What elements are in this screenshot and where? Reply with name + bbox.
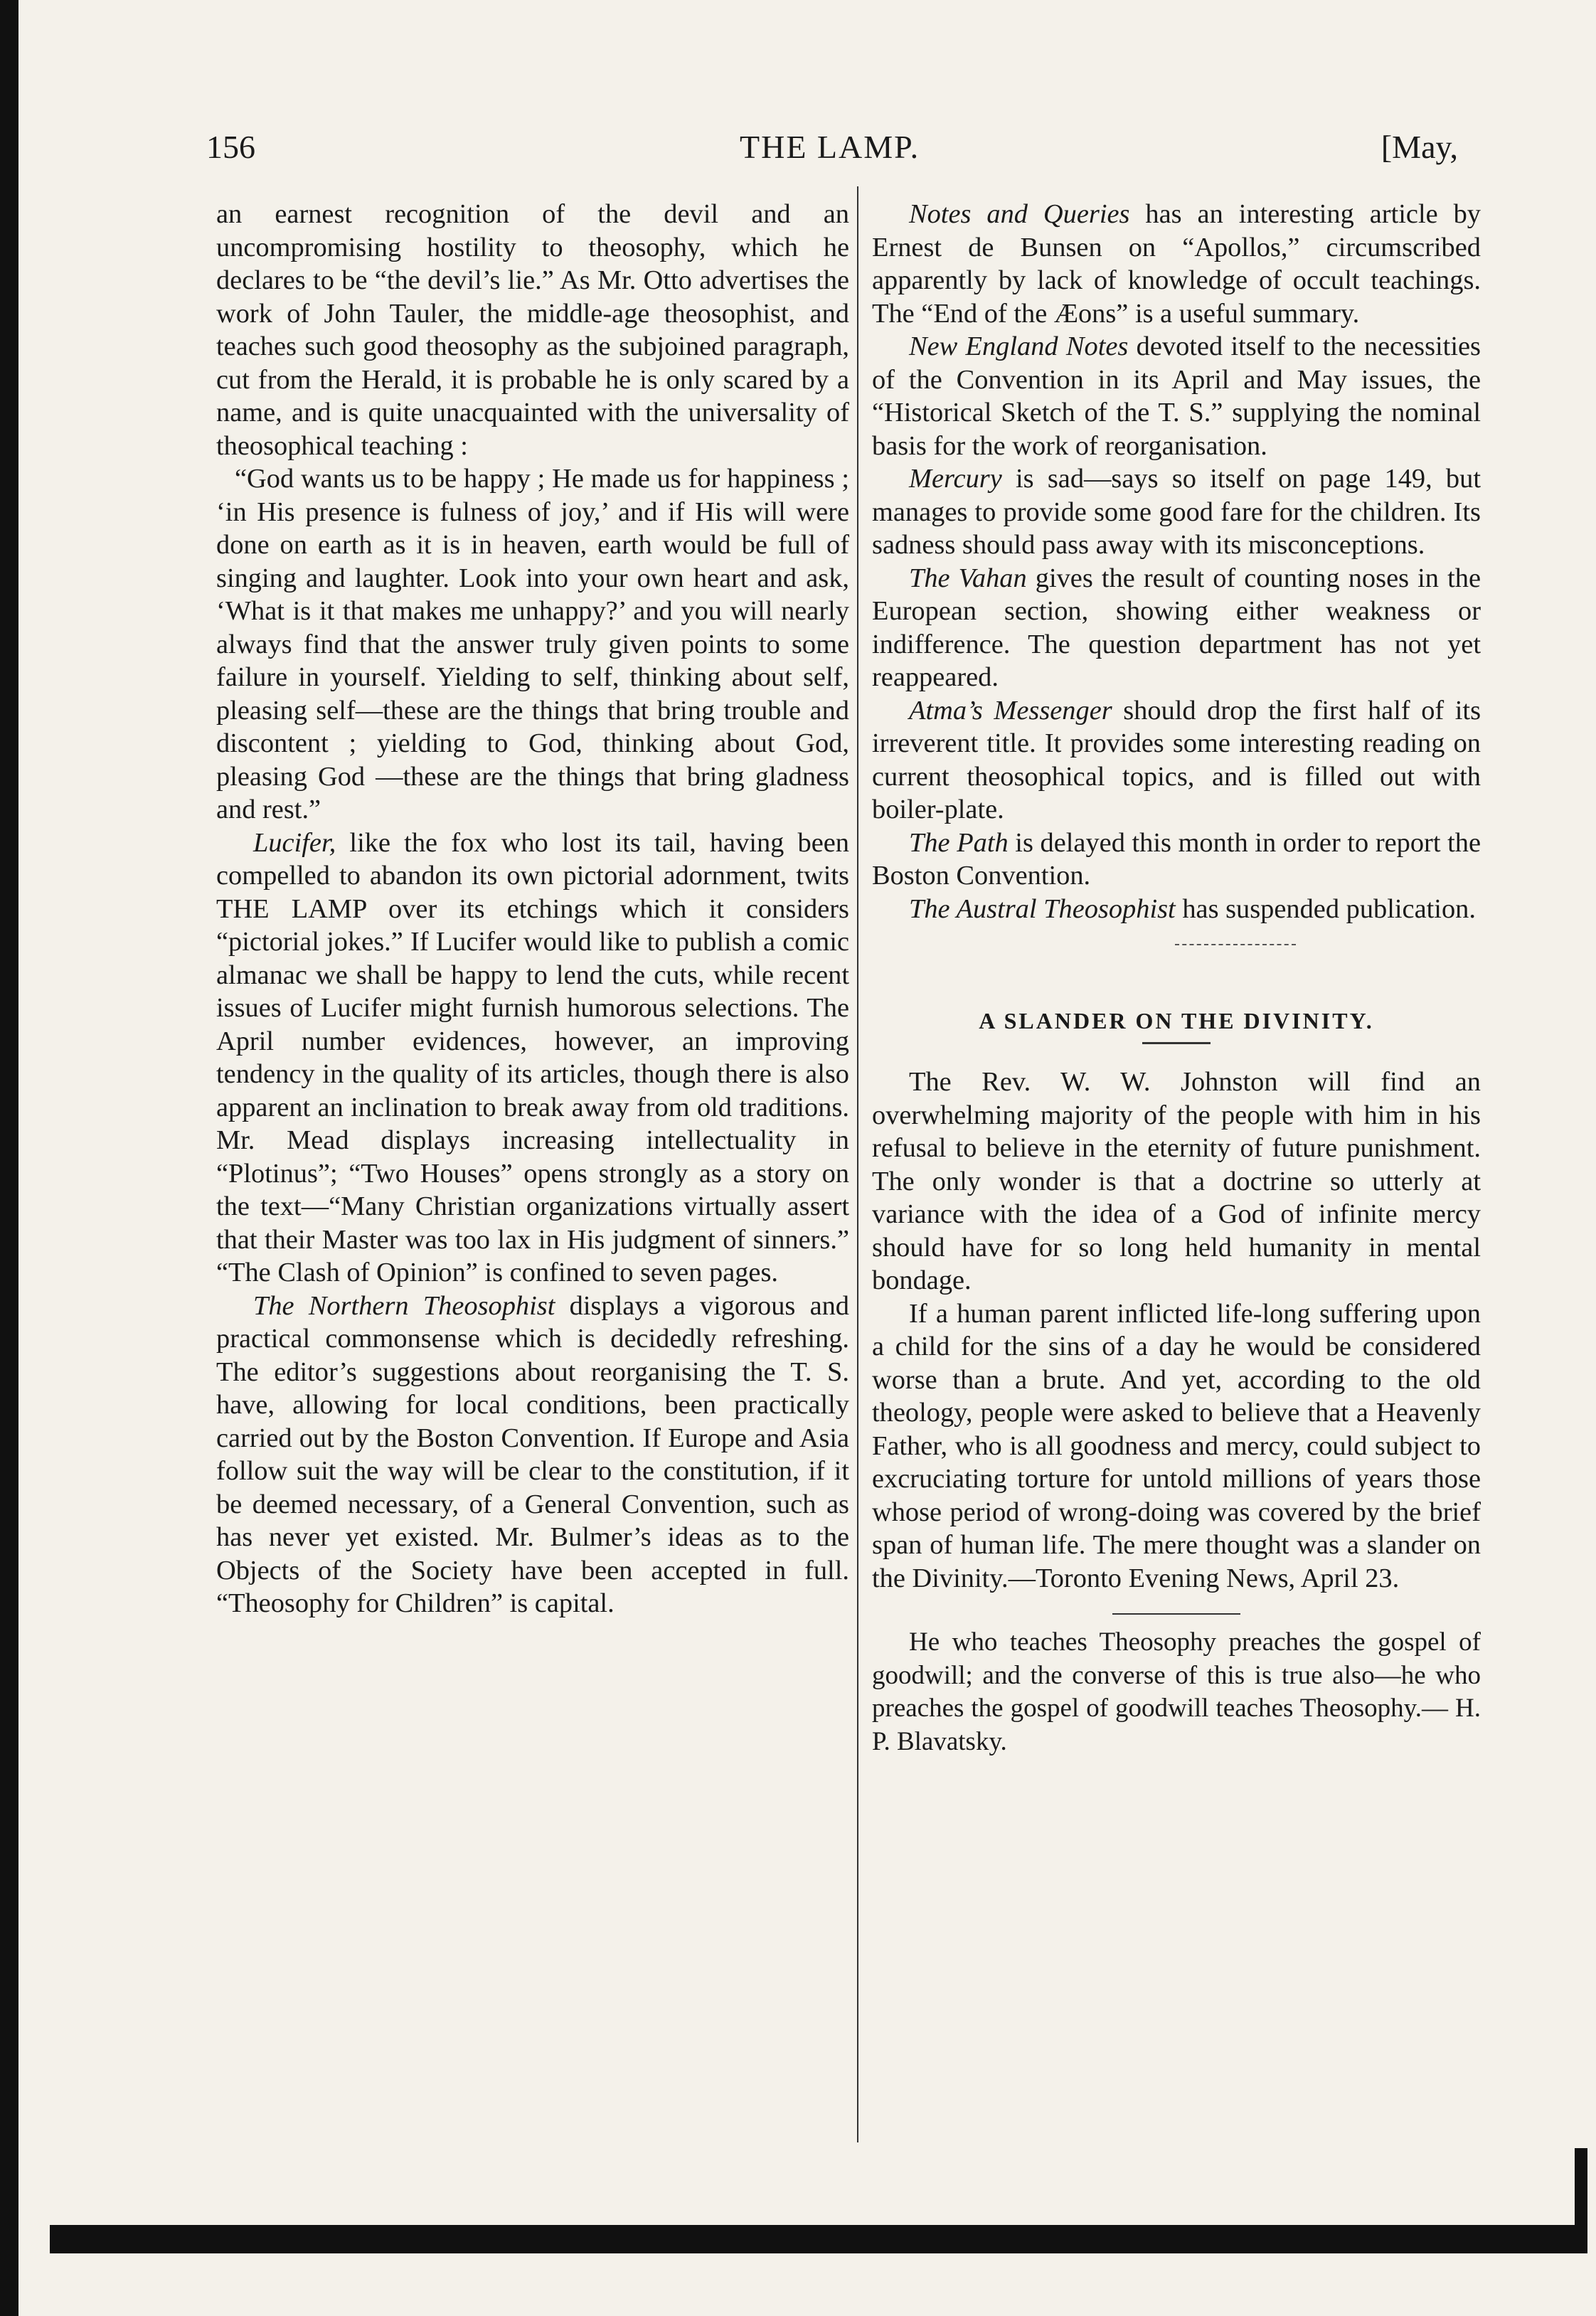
article-heading: A SLANDER ON THE DIVINITY. <box>979 1008 1374 1034</box>
periodical-title: The Vahan <box>909 563 1027 593</box>
paragraph-mercury <box>872 462 1481 562</box>
paragraph-notes-queries <box>872 198 1481 330</box>
heading-rule <box>1142 1042 1211 1044</box>
periodical-title: The Path <box>909 827 1009 858</box>
paragraph-text: has an interesting article by Ernest de Bunsen on “Apollos,” circumscribed apparently by lack of knowledge of occult teachings. The “End of the Æons” is a useful summary. <box>872 199 1481 329</box>
periodical-title: Mercury <box>909 464 1002 494</box>
running-month: [May, <box>1380 129 1458 165</box>
periodical-title: Atma’s Messenger <box>909 695 1112 726</box>
left-column <box>216 198 849 1620</box>
paragraph-quote-happiness: “God wants us to be happy ; He made us for happiness ; ‘in His presence is fulness of joy,’ and if His will were done on earth as it is in heaven, earth would be full of singing and laughter. Look into your own heart and ask, ‘What is it that makes me unhappy?’ and you will nearly always find that the answer truly given points to some failure in yourself. Yielding to self, thinking about self, pleasing self—these are the things that bring trouble and discontent ; yielding to God, thinking about God, pleasing God —these are the things that bring gladness and rest.” <box>216 464 849 824</box>
page-header <box>206 122 1458 172</box>
paragraph-path <box>872 827 1481 893</box>
paragraph-text: displays a vigorous and practical commonsense which is decidedly refreshing. The editor’s suggestions about reorganising the T. S. have, allowing for local conditions, been practically carried out by the Boston Convention. If Europe and Asia follow suit the way will be clear to the constitution, if it be deemed necessary, of a General Convention, such as has never yet existed. Mr. Bulmer’s ideas as to the Objects of the Society have been accepted in full. “Theosophy for Children” is capital. <box>216 1290 849 1618</box>
paragraph-text: is delayed this month in order to report the Boston Convention. <box>872 827 1481 891</box>
paragraph-vahan <box>872 562 1481 694</box>
paragraph-slander-2: If a human parent inflicted life-long suffering upon a child for the sins of a day he would be considered worse than a brute. And yet, according to the old theology, people were asked to believe that a Heavenly Father, who is all goodness and mercy, could subject to excruciating torture for untold millions of years those whose period of wrong-doing was covered by the brief span of human life. The mere thought was a slander on the Divinity.—Toronto Evening News, April 23. <box>872 1298 1481 1593</box>
periodical-title: Lucifer, <box>253 827 336 858</box>
periodical-title: Notes and Queries <box>909 199 1130 229</box>
paragraph-text: is sad—says so itself on page 149, but manages to provide some good fare for the children. Its sadness should pass away with its misconceptions. <box>872 464 1481 560</box>
closing-rule <box>1112 1613 1240 1615</box>
running-title: THE LAMP. <box>740 129 920 165</box>
scan-right-edge <box>1575 2148 1587 2253</box>
paragraph-text: devoted itself to the necessities of the Convention in its April and May issues, the “Historical Sketch of the T. S.” supplying the nominal basis for the work of reorganisation. <box>872 331 1481 461</box>
scan-left-edge <box>0 0 18 2316</box>
scan-bottom-edge <box>50 2225 1586 2253</box>
blavatsky-quote: He who teaches Theosophy preaches the gospel of goodwill; and the converse of this is true also—he who preaches the gospel of goodwill teaches Theosophy.— H. P. Blavatsky. <box>872 1627 1481 1756</box>
paragraph-new-england-notes <box>872 330 1481 462</box>
paragraph-text: should drop the first half of its irreverent title. It provides some interesting reading on current theosophical topics, and is filled out with boiler-plate. <box>872 695 1481 824</box>
section-separator <box>1175 944 1296 945</box>
paragraph-text: like the fox who lost its tail, having been compelled to abandon its own pictorial adornment, twits THE LAMP over its etchings which it considers “pictorial jokes.” If Lucifer would like to publish a comic almanac we shall be happy to lend the cuts, while recent issues of Lucifer might furnish humorous selections. The April number evidences, however, an improving tendency in the quality of its articles, though there is also apparent an inclination to break away from old traditions. Mr. Mead displays increasing intellectuality in “Plotinus”; “Two Houses” opens strongly as a story on the text—“Many Christian organizations virtually assert that their Master was too lax in His judgment of sinners.” “The Clash of Opinion” is confined to seven pages. <box>216 827 849 1287</box>
periodical-title: New England Notes <box>909 331 1129 361</box>
paragraph-text: gives the result of counting noses in the European section, showing either weakness or indifference. The question department has not yet reappeared. <box>872 563 1481 692</box>
paragraph-northern-theosophist <box>216 1290 849 1620</box>
page-number: 156 <box>206 129 255 165</box>
column-divider <box>857 186 858 2142</box>
paragraph-lucifer <box>216 827 849 1290</box>
paragraph-atmas-messenger <box>872 694 1481 827</box>
paragraph-devil: an earnest recognition of the devil and an uncompromising hostility to theosophy, which he declares to be “the devil’s lie.” As Mr. Otto advertises the work of John Tauler, the middle-age theosophist, and teaches such good theosophy as the subjoined paragraph, cut from the Herald, it is probable he is only scared by a name, and is quite unacquainted with the universality of theosophical teaching : <box>216 199 849 461</box>
right-column <box>872 198 1481 1758</box>
paragraph-austral-theosophist <box>872 893 1481 926</box>
periodical-title: The Austral Theosophist <box>909 893 1176 924</box>
paragraph-text: has suspended publication. <box>1175 893 1476 924</box>
periodical-title: The Northern Theosophist <box>253 1290 555 1321</box>
paragraph-slander-1: The Rev. W. W. Johnston will find an overwhelming majority of the people with him in his refusal to believe in the eternity of future punishment. The only wonder is that a doctrine so utterly at variance with the idea of a God of infinite mercy should have for so long held humanity in mental bondage. <box>872 1067 1481 1295</box>
